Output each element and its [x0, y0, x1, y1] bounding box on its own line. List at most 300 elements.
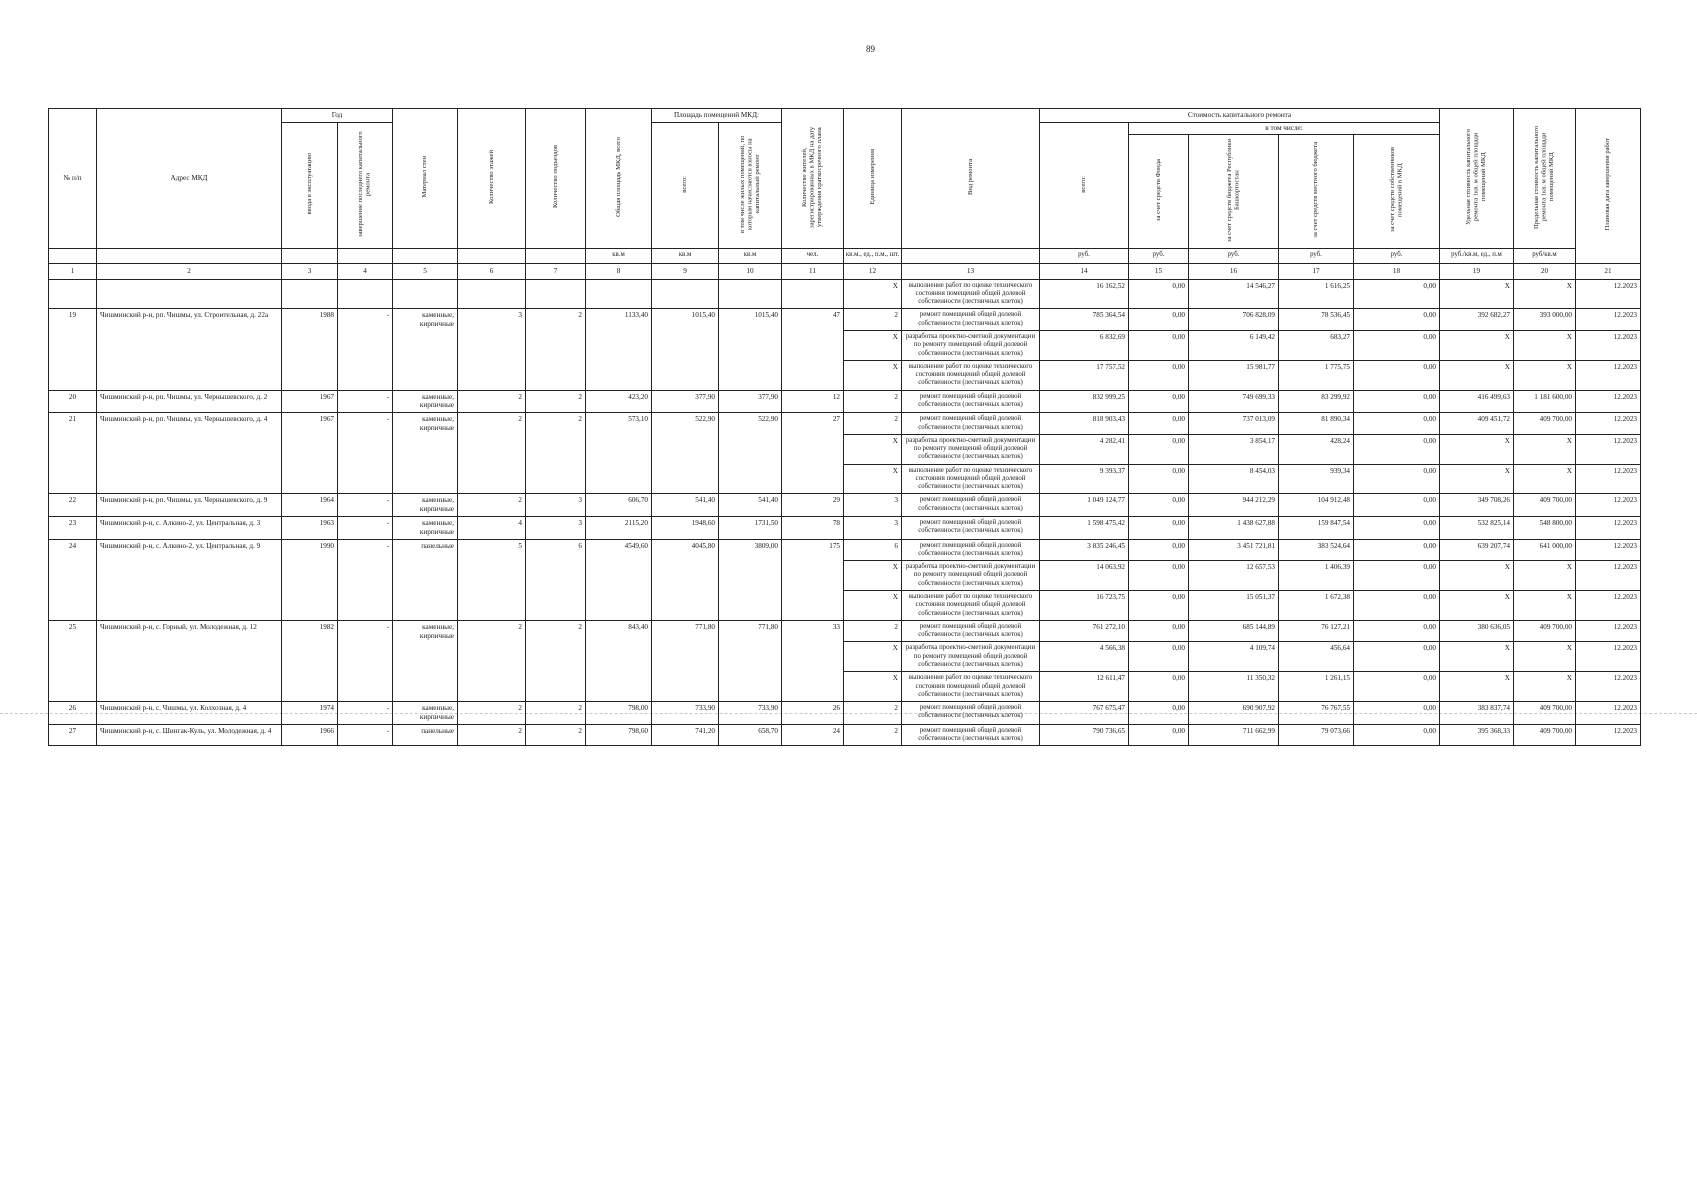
max-cost-cell: 409 700,00 — [1514, 494, 1576, 517]
deadline-cell: 12.2023 — [1576, 390, 1641, 413]
unit-quantity-cell: 2 — [844, 413, 902, 435]
header-premises-fee: в том числе жилых помещений, по которым начисляются взносы на капитальный ремонт — [719, 123, 782, 249]
cost-fund-cell: 0,00 — [1129, 494, 1189, 517]
cost-local-cell: 81 890,34 — [1279, 413, 1354, 435]
premises-area-cell: 733,90 — [652, 702, 719, 725]
unit-cell: чел. — [782, 248, 844, 263]
max-cost-cell: 409 700,00 — [1514, 620, 1576, 642]
premises-fee-cell: 1731,50 — [719, 517, 782, 540]
unit-cost-cell: 639 207,74 — [1440, 539, 1514, 561]
residents-cell: 27 — [782, 413, 844, 494]
table-body — [49, 279, 1641, 746]
column-number: 17 — [1279, 263, 1354, 279]
unit-quantity-cell: 6 — [844, 539, 902, 561]
cost-republic-cell: 11 350,32 — [1189, 672, 1279, 702]
cost-republic-cell: 749 699,33 — [1189, 390, 1279, 413]
unit-cost-cell: X — [1440, 464, 1514, 494]
cost-local-cell: 1 672,38 — [1279, 591, 1354, 621]
work-type-cell: ремонт помещений общей долевой собственности (лестничных клеток) — [902, 494, 1040, 517]
residents-cell: 29 — [782, 494, 844, 517]
empty-cell — [526, 279, 586, 309]
max-cost-cell: 409 700,00 — [1514, 413, 1576, 435]
header-cost-fund: за счет средств Фонда — [1129, 134, 1189, 248]
cost-fund-cell: 0,00 — [1129, 561, 1189, 591]
deadline-cell: 12.2023 — [1576, 517, 1641, 540]
empty-cell — [97, 279, 282, 309]
table-row — [49, 724, 1641, 746]
cost-local-cell: 939,34 — [1279, 464, 1354, 494]
table-row — [49, 539, 1641, 561]
year-commissioning-cell: 1982 — [282, 620, 338, 701]
max-cost-cell: X — [1514, 591, 1576, 621]
floors-cell: 2 — [458, 413, 526, 494]
max-cost-cell: 409 700,00 — [1514, 724, 1576, 746]
year-commissioning-cell: 1988 — [282, 309, 338, 390]
empty-cell — [49, 279, 97, 309]
year-last-repair-cell: - — [338, 517, 393, 540]
cost-owners-cell: 0,00 — [1354, 494, 1440, 517]
cost-republic-cell: 1 438 627,88 — [1189, 517, 1279, 540]
work-type-cell: ремонт помещений общей долевой собственности (лестничных клеток) — [902, 702, 1040, 725]
unit-cost-cell: X — [1440, 642, 1514, 672]
wall-material-cell: каменные, кирпичные — [393, 620, 458, 701]
total-area-cell: 798,00 — [586, 702, 652, 725]
address-cell: Чишминский р-н, рп. Чишмы, ул. Чернышевского, д. 9 — [97, 494, 282, 517]
max-cost-cell: 548 800,00 — [1514, 517, 1576, 540]
total-area-cell: 606,70 — [586, 494, 652, 517]
empty-cell — [586, 279, 652, 309]
unit-quantity-cell: 3 — [844, 517, 902, 540]
cost-republic-cell: 711 662,99 — [1189, 724, 1279, 746]
cost-republic-cell: 14 546,27 — [1189, 279, 1279, 309]
unit-cell: кв.м., ед., п.м., шт. — [844, 248, 902, 263]
column-number: 15 — [1129, 263, 1189, 279]
year-last-repair-cell: - — [338, 702, 393, 725]
header-address: Адрес МКД — [97, 109, 282, 249]
cost-republic-cell: 685 144,89 — [1189, 620, 1279, 642]
wall-material-cell: панельные — [393, 724, 458, 746]
column-number: 8 — [586, 263, 652, 279]
floors-cell: 2 — [458, 390, 526, 413]
max-cost-cell: 409 700,00 — [1514, 702, 1576, 725]
entrances-cell: 3 — [526, 517, 586, 540]
cost-fund-cell: 0,00 — [1129, 279, 1189, 309]
table-row — [49, 279, 1641, 309]
residents-cell: 26 — [782, 702, 844, 725]
cost-local-cell: 1 775,75 — [1279, 360, 1354, 390]
column-number: 16 — [1189, 263, 1279, 279]
row-number-cell: 23 — [49, 517, 97, 540]
column-number: 7 — [526, 263, 586, 279]
deadline-cell: 12.2023 — [1576, 591, 1641, 621]
table-row — [49, 620, 1641, 642]
table-row — [49, 390, 1641, 413]
unit-quantity-cell: 2 — [844, 390, 902, 413]
unit-quantity-cell: X — [844, 330, 902, 360]
floors-cell: 3 — [458, 309, 526, 390]
header-year-commissioning: ввода в эксплуатацию — [282, 123, 338, 249]
capital-repair-table — [48, 108, 1641, 746]
entrances-cell: 2 — [526, 702, 586, 725]
table-row — [49, 309, 1641, 331]
total-area-cell: 423,20 — [586, 390, 652, 413]
total-area-cell: 843,40 — [586, 620, 652, 701]
premises-area-cell: 522,90 — [652, 413, 719, 494]
unit-quantity-cell: X — [844, 561, 902, 591]
cost-owners-cell: 0,00 — [1354, 517, 1440, 540]
unit-cell: руб. — [1279, 248, 1354, 263]
empty-cell — [719, 279, 782, 309]
unit-quantity-cell: X — [844, 360, 902, 390]
cost-owners-cell: 0,00 — [1354, 591, 1440, 621]
total-area-cell: 798,60 — [586, 724, 652, 746]
header-residents: Количество жителей, зарегистрированных в МКД на дату утверждения краткосрочного плана — [782, 109, 844, 249]
residents-cell: 78 — [782, 517, 844, 540]
cost-fund-cell: 0,00 — [1129, 591, 1189, 621]
year-last-repair-cell: - — [338, 494, 393, 517]
column-number: 20 — [1514, 263, 1576, 279]
premises-fee-cell: 771,80 — [719, 620, 782, 701]
deadline-cell: 12.2023 — [1576, 539, 1641, 561]
cost-total-cell: 16 162,52 — [1040, 279, 1129, 309]
row-number-cell: 24 — [49, 539, 97, 620]
deadline-cell: 12.2023 — [1576, 360, 1641, 390]
work-type-cell: выполнение работ по оценке технического состояния помещений общей долевой собственности (лестничных клеток) — [902, 591, 1040, 621]
year-commissioning-cell: 1964 — [282, 494, 338, 517]
cost-owners-cell: 0,00 — [1354, 620, 1440, 642]
max-cost-cell: X — [1514, 464, 1576, 494]
empty-cell — [393, 279, 458, 309]
deadline-cell: 12.2023 — [1576, 724, 1641, 746]
unit-cost-cell: 383 837,74 — [1440, 702, 1514, 725]
deadline-cell: 12.2023 — [1576, 702, 1641, 725]
empty-cell — [782, 279, 844, 309]
work-type-cell: выполнение работ по оценке технического состояния помещений общей долевой собственности (лестничных клеток) — [902, 672, 1040, 702]
cost-republic-cell: 3 451 721,81 — [1189, 539, 1279, 561]
unit-cost-cell: X — [1440, 672, 1514, 702]
unit-cost-cell: 409 451,72 — [1440, 413, 1514, 435]
row-number-cell: 21 — [49, 413, 97, 494]
header-deadline: Плановая дата завершения работ — [1576, 109, 1641, 264]
cost-fund-cell: 0,00 — [1129, 539, 1189, 561]
column-numbers-row — [49, 263, 1641, 279]
row-number-cell: 19 — [49, 309, 97, 390]
header-cost-republic: за счет средств бюджета Республики Башкортостан — [1189, 134, 1279, 248]
work-type-cell: выполнение работ по оценке технического состояния помещений общей долевой собственности (лестничных клеток) — [902, 360, 1040, 390]
cost-local-cell: 1 616,25 — [1279, 279, 1354, 309]
cost-republic-cell: 6 149,42 — [1189, 330, 1279, 360]
header-premises-total: всего: — [652, 123, 719, 249]
column-number: 13 — [902, 263, 1040, 279]
floors-cell: 4 — [458, 517, 526, 540]
cost-fund-cell: 0,00 — [1129, 642, 1189, 672]
unit-quantity-cell: X — [844, 591, 902, 621]
cost-republic-cell: 944 212,29 — [1189, 494, 1279, 517]
premises-fee-cell: 1015,40 — [719, 309, 782, 390]
header-unit-cost: Удельная стоимость капитального ремонта 1кв. м общей площади помещений МКД — [1440, 109, 1514, 249]
premises-fee-cell: 522,90 — [719, 413, 782, 494]
unit-cost-cell: 392 682,27 — [1440, 309, 1514, 331]
header-cost-total: всего: — [1040, 123, 1129, 249]
deadline-cell: 12.2023 — [1576, 279, 1641, 309]
deadline-cell: 12.2023 — [1576, 309, 1641, 331]
total-area-cell: 4549,60 — [586, 539, 652, 620]
cost-local-cell: 1 406,39 — [1279, 561, 1354, 591]
max-cost-cell: X — [1514, 330, 1576, 360]
year-last-repair-cell: - — [338, 413, 393, 494]
address-cell: Чишминский р-н, рп. Чишмы, ул. Чернышевского, д. 2 — [97, 390, 282, 413]
cost-fund-cell: 0,00 — [1129, 309, 1189, 331]
work-type-cell: ремонт помещений общей долевой собственности (лестничных клеток) — [902, 539, 1040, 561]
deadline-cell: 12.2023 — [1576, 413, 1641, 435]
unit-quantity-cell: X — [844, 464, 902, 494]
cost-owners-cell: 0,00 — [1354, 561, 1440, 591]
residents-cell: 33 — [782, 620, 844, 701]
floors-cell: 2 — [458, 494, 526, 517]
header-cost-local: за счет средств местного бюджета — [1279, 134, 1354, 248]
column-number: 21 — [1576, 263, 1641, 279]
address-cell: Чишминский р-н, рп. Чишмы, ул. Чернышевского, д. 4 — [97, 413, 282, 494]
cost-fund-cell: 0,00 — [1129, 413, 1189, 435]
cost-local-cell: 76 767,55 — [1279, 702, 1354, 725]
column-number: 6 — [458, 263, 526, 279]
cost-local-cell: 104 912,48 — [1279, 494, 1354, 517]
table-row — [49, 517, 1641, 540]
cost-republic-cell: 4 109,74 — [1189, 642, 1279, 672]
cost-total-cell: 790 736,65 — [1040, 724, 1129, 746]
cost-owners-cell: 0,00 — [1354, 642, 1440, 672]
work-type-cell: ремонт помещений общей долевой собственности (лестничных клеток) — [902, 309, 1040, 331]
year-last-repair-cell: - — [338, 309, 393, 390]
unit-cell: руб. — [1040, 248, 1129, 263]
cost-republic-cell: 737 013,09 — [1189, 413, 1279, 435]
unit-quantity-cell: X — [844, 279, 902, 309]
deadline-cell: 12.2023 — [1576, 464, 1641, 494]
premises-area-cell: 377,90 — [652, 390, 719, 413]
cost-republic-cell: 15 051,37 — [1189, 591, 1279, 621]
work-type-cell: ремонт помещений общей долевой собственности (лестничных клеток) — [902, 390, 1040, 413]
address-cell: Чишминский р-н, с. Алкино-2, ул. Центральная, д. 3 — [97, 517, 282, 540]
empty-cell — [458, 279, 526, 309]
column-number: 9 — [652, 263, 719, 279]
premises-fee-cell: 541,40 — [719, 494, 782, 517]
header-entrances: Количество подъездов — [526, 109, 586, 249]
header-work-type: Вид ремонта — [902, 109, 1040, 249]
header-floors: Количество этажей — [458, 109, 526, 249]
cost-fund-cell: 0,00 — [1129, 434, 1189, 464]
residents-cell: 12 — [782, 390, 844, 413]
cost-fund-cell: 0,00 — [1129, 330, 1189, 360]
column-number: 4 — [338, 263, 393, 279]
header-including: в том числе: — [1129, 123, 1440, 135]
column-number: 14 — [1040, 263, 1129, 279]
cost-republic-cell: 690 907,92 — [1189, 702, 1279, 725]
cost-fund-cell: 0,00 — [1129, 724, 1189, 746]
cost-total-cell: 12 611,47 — [1040, 672, 1129, 702]
premises-area-cell: 741,20 — [652, 724, 719, 746]
wall-material-cell: каменные, кирпичные — [393, 309, 458, 390]
unit-cost-cell: 416 499,63 — [1440, 390, 1514, 413]
cost-total-cell: 17 757,52 — [1040, 360, 1129, 390]
empty-cell — [282, 279, 338, 309]
entrances-cell: 2 — [526, 309, 586, 390]
cost-owners-cell: 0,00 — [1354, 724, 1440, 746]
page-number: 89 — [866, 44, 875, 54]
year-commissioning-cell: 1963 — [282, 517, 338, 540]
deadline-cell: 12.2023 — [1576, 642, 1641, 672]
cost-total-cell: 818 903,43 — [1040, 413, 1129, 435]
year-commissioning-cell: 1967 — [282, 390, 338, 413]
unit-cost-cell: X — [1440, 561, 1514, 591]
empty-cell — [652, 279, 719, 309]
header-max-cost: Предельная стоимость капитального ремонта 1кв. м общей площади помещений МКД — [1514, 109, 1576, 249]
max-cost-cell: X — [1514, 561, 1576, 591]
cost-total-cell: 1 049 124,77 — [1040, 494, 1129, 517]
cost-total-cell: 832 999,25 — [1040, 390, 1129, 413]
unit-quantity-cell: X — [844, 672, 902, 702]
unit-cost-cell: X — [1440, 434, 1514, 464]
cost-fund-cell: 0,00 — [1129, 517, 1189, 540]
column-number: 10 — [719, 263, 782, 279]
entrances-cell: 2 — [526, 390, 586, 413]
cost-local-cell: 76 127,21 — [1279, 620, 1354, 642]
work-type-cell: ремонт помещений общей долевой собственности (лестничных клеток) — [902, 724, 1040, 746]
header-year: Год — [282, 109, 393, 123]
max-cost-cell: X — [1514, 279, 1576, 309]
column-number: 19 — [1440, 263, 1514, 279]
deadline-cell: 12.2023 — [1576, 620, 1641, 642]
header-wall-material: Материал стен — [393, 109, 458, 249]
residents-cell: 175 — [782, 539, 844, 620]
row-number-cell: 22 — [49, 494, 97, 517]
unit-cost-cell: 349 708,26 — [1440, 494, 1514, 517]
table-row — [49, 494, 1641, 517]
cost-local-cell: 683,27 — [1279, 330, 1354, 360]
premises-area-cell: 1948,60 — [652, 517, 719, 540]
premises-area-cell: 4045,80 — [652, 539, 719, 620]
premises-fee-cell: 377,90 — [719, 390, 782, 413]
unit-cell: руб/кв.м — [1514, 248, 1576, 263]
work-type-cell: разработка проектно-сметной документации по ремонту помещений общей долевой собственности (лестничных клеток) — [902, 561, 1040, 591]
total-area-cell: 573,10 — [586, 413, 652, 494]
cost-fund-cell: 0,00 — [1129, 360, 1189, 390]
cost-fund-cell: 0,00 — [1129, 464, 1189, 494]
max-cost-cell: 393 000,00 — [1514, 309, 1576, 331]
floors-cell: 2 — [458, 620, 526, 701]
max-cost-cell: X — [1514, 434, 1576, 464]
year-commissioning-cell: 1966 — [282, 724, 338, 746]
column-number: 18 — [1354, 263, 1440, 279]
column-number: 5 — [393, 263, 458, 279]
cost-republic-cell: 15 981,77 — [1189, 360, 1279, 390]
cost-local-cell: 159 847,54 — [1279, 517, 1354, 540]
unit-cell: руб./кв.м, ед., п.м — [1440, 248, 1514, 263]
cost-fund-cell: 0,00 — [1129, 672, 1189, 702]
cost-owners-cell: 0,00 — [1354, 330, 1440, 360]
max-cost-cell: X — [1514, 642, 1576, 672]
cost-republic-cell: 12 657,53 — [1189, 561, 1279, 591]
premises-fee-cell: 733,90 — [719, 702, 782, 725]
cost-total-cell: 14 063,92 — [1040, 561, 1129, 591]
unit-cell: кв.м — [652, 248, 719, 263]
unit-cell: кв.м — [719, 248, 782, 263]
cost-total-cell: 9 393,37 — [1040, 464, 1129, 494]
unit-cost-cell: X — [1440, 279, 1514, 309]
work-type-cell: выполнение работ по оценке технического состояния помещений общей долевой собственности (лестничных клеток) — [902, 279, 1040, 309]
cost-owners-cell: 0,00 — [1354, 360, 1440, 390]
cost-local-cell: 1 261,15 — [1279, 672, 1354, 702]
unit-quantity-cell: 2 — [844, 724, 902, 746]
cost-local-cell: 456,64 — [1279, 642, 1354, 672]
header-year-last-repair: завершение последнего капитального ремонта — [338, 123, 393, 249]
row-number-cell: 26 — [49, 702, 97, 725]
entrances-cell: 2 — [526, 724, 586, 746]
column-number: 1 — [49, 263, 97, 279]
header-cost: Стоимость капитального ремонта — [1040, 109, 1440, 123]
table-header — [49, 109, 1641, 280]
table-row — [49, 702, 1641, 725]
work-type-cell: разработка проектно-сметной документации по ремонту помещений общей долевой собственности (лестничных клеток) — [902, 434, 1040, 464]
row-number-cell: 20 — [49, 390, 97, 413]
wall-material-cell: каменные, кирпичные — [393, 390, 458, 413]
max-cost-cell: X — [1514, 672, 1576, 702]
cost-owners-cell: 0,00 — [1354, 464, 1440, 494]
max-cost-cell: X — [1514, 360, 1576, 390]
unit-quantity-cell: 2 — [844, 309, 902, 331]
deadline-cell: 12.2023 — [1576, 561, 1641, 591]
unit-cell: руб. — [1189, 248, 1279, 263]
unit-cost-cell: 395 368,33 — [1440, 724, 1514, 746]
year-last-repair-cell: - — [338, 390, 393, 413]
unit-quantity-cell: X — [844, 434, 902, 464]
premises-area-cell: 541,40 — [652, 494, 719, 517]
deadline-cell: 12.2023 — [1576, 330, 1641, 360]
deadline-cell: 12.2023 — [1576, 672, 1641, 702]
column-number: 11 — [782, 263, 844, 279]
cost-owners-cell: 0,00 — [1354, 413, 1440, 435]
row-number-cell: 27 — [49, 724, 97, 746]
header-cost-owners: за счет средств собственников помещений в МКД — [1354, 134, 1440, 248]
premises-area-cell: 771,80 — [652, 620, 719, 701]
cost-total-cell: 767 675,47 — [1040, 702, 1129, 725]
floors-cell: 5 — [458, 539, 526, 620]
header-no: № п/п — [49, 109, 97, 249]
unit-quantity-cell: 2 — [844, 702, 902, 725]
unit-quantity-cell: X — [844, 642, 902, 672]
cost-total-cell: 3 835 246,45 — [1040, 539, 1129, 561]
work-type-cell: ремонт помещений общей долевой собственности (лестничных клеток) — [902, 413, 1040, 435]
cost-total-cell: 16 723,75 — [1040, 591, 1129, 621]
residents-cell: 47 — [782, 309, 844, 390]
cost-total-cell: 785 364,54 — [1040, 309, 1129, 331]
address-cell: Чишминский р-н, с. Горный, ул. Молодежная, д. 12 — [97, 620, 282, 701]
address-cell: Чишминский р-н, рп. Чишмы, ул. Строительная, д. 22а — [97, 309, 282, 390]
year-commissioning-cell: 1974 — [282, 702, 338, 725]
cost-owners-cell: 0,00 — [1354, 434, 1440, 464]
cost-republic-cell: 8 454,03 — [1189, 464, 1279, 494]
cost-total-cell: 4 566,38 — [1040, 642, 1129, 672]
year-last-repair-cell: - — [338, 724, 393, 746]
unit-cell: руб. — [1129, 248, 1189, 263]
year-commissioning-cell: 1967 — [282, 413, 338, 494]
year-commissioning-cell: 1990 — [282, 539, 338, 620]
cost-total-cell: 4 282,41 — [1040, 434, 1129, 464]
year-last-repair-cell: - — [338, 620, 393, 701]
cost-local-cell: 428,24 — [1279, 434, 1354, 464]
entrances-cell: 2 — [526, 620, 586, 701]
wall-material-cell: каменные, кирпичные — [393, 702, 458, 725]
cost-fund-cell: 0,00 — [1129, 620, 1189, 642]
